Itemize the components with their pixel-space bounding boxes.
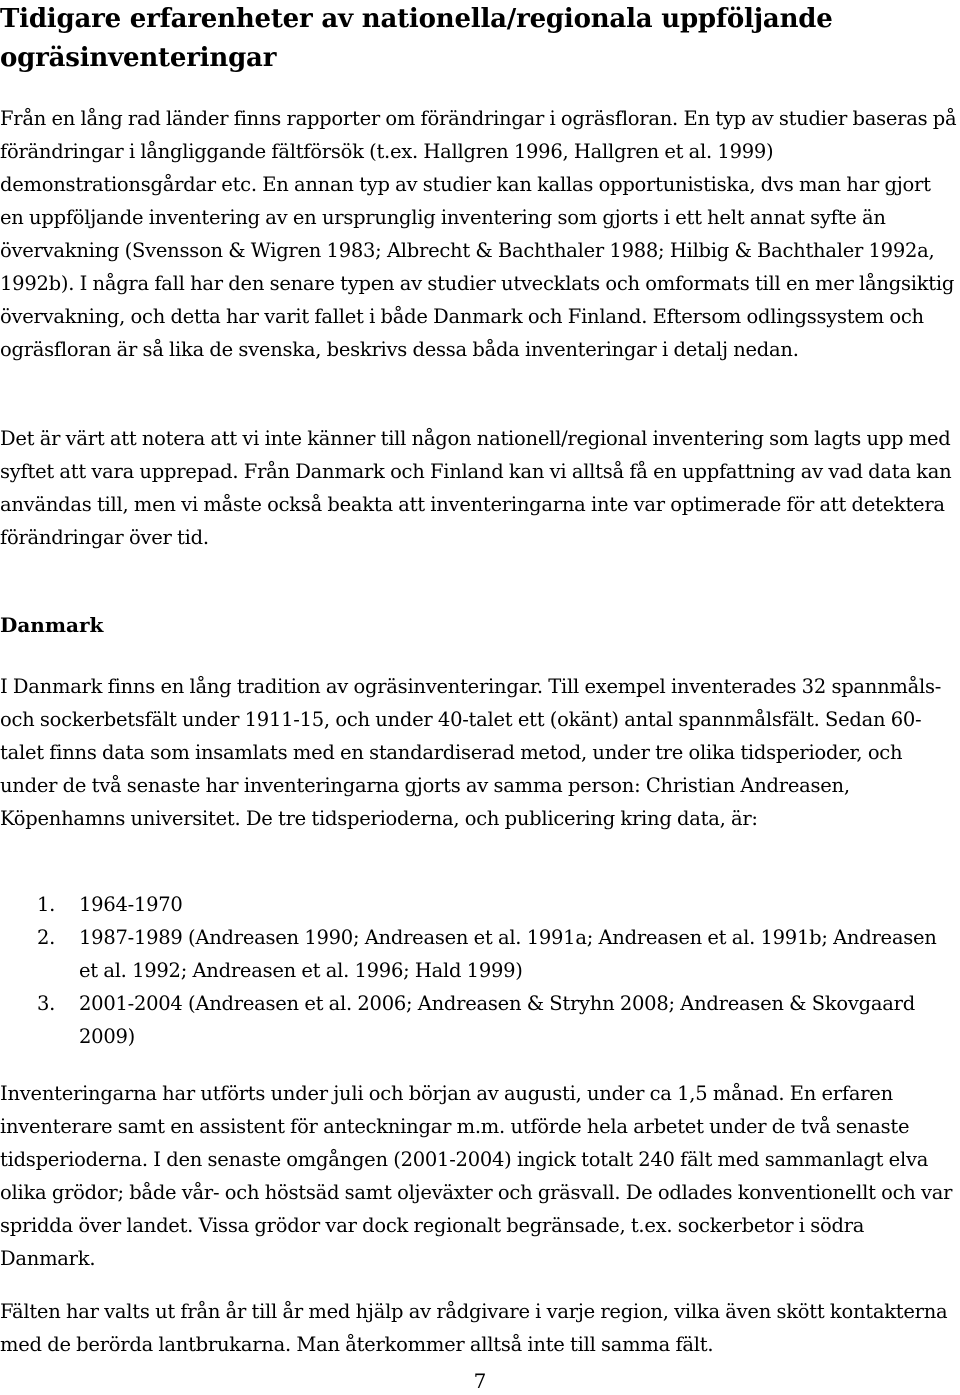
- intro-paragraph-1: Från en lång rad länder finns rapporter om förändringar i ogräsfloran. En typ av studier baseras på förändringar i långliggande fältförsök (t.ex. Hallgren 1996, Hallgren et al. 1999) demonstrationsgårdar etc. En annan typ av studier kan kallas opportunistiska, dvs man har gjort en uppföljande inventering av en ursprunglig inventering som gjorts i ett helt annat syfte än övervakning (Svensson & Wigren 1983; Albrecht & Bachthaler 1988; Hilbig & Bachthaler 1992a, 1992b). I några fall har den senare typen av studier utvecklats och omformats till en mer långsiktig övervakning, och detta har varit fallet i både Danmark och Finland. Eftersom odlingssystem och ogräsfloran är så lika de svenska, beskrivs dessa båda inventeringar i detalj nedan.: [0, 107, 957, 361]
- time-period-list: [0, 888, 958, 1053]
- section-paragraph-1: Inventeringarna har utförts under juli och början av augusti, under ca 1,5 månad. En erfaren inventerare samt en assistent för anteckningar m.m. utförde hela arbetet under de två senaste tidsperioderna. I den senaste omgången (2001-2004) ingick totalt 240 fält med sammanlagt elva olika grödor; både vår- och höstsäd samt oljeväxter och gräsvall. De odlades konventionellt och var spridda över landet. Vissa grödor var dock regionalt begränsade, t.ex. sockerbetor i södra Danmark.: [0, 1082, 953, 1270]
- page-number: 7: [473, 1369, 487, 1393]
- list-item-number: 1.: [37, 893, 56, 916]
- section-heading-danmark: Danmark: [0, 613, 104, 637]
- list-item-number: 2.: [37, 926, 56, 949]
- section-intro-paragraph: I Danmark finns en lång tradition av ogräsinventeringar. Till exempel inventerades 32 spannmåls- och sockerbetsfält under 1911-15, och under 40-talet ett (okänt) antal spannmålsfält. Sedan 60-talet finns data som insamlats med en standardiserad metod, under tre olika tidsperioder, och under de två senaste har inventeringarna gjorts av samma person: Christian Andreasen, Köpenhamns universitet. De tre tidsperioderna, och publicering kring data, är:: [0, 675, 942, 830]
- list-item-text: 2001-2004 (Andreasen et al. 2006; Andreasen & Stryhn 2008; Andreasen & Skovgaard 2009): [79, 992, 915, 1048]
- list-item-number: 3.: [37, 992, 56, 1015]
- section-paragraph-2: Fälten har valts ut från år till år med hjälp av rådgivare i varje region, vilka även skött kontakterna med de berörda lantbrukarna. Man återkommer alltså inte till samma fält.: [0, 1300, 948, 1356]
- list-item: [0, 987, 958, 1053]
- list-item-text: 1964-1970: [79, 893, 183, 916]
- intro-paragraph-2: Det är värt att notera att vi inte känner till någon nationell/regional inventering som lagts upp med syftet att vara upprepad. Från Danmark och Finland kan vi alltså få en uppfattning av vad data kan användas till, men vi måste också beakta att inventeringarna inte var optimerade för att detektera förändringar över tid.: [0, 427, 952, 549]
- list-item: [0, 888, 958, 921]
- list-item: [0, 921, 958, 987]
- page-heading: Tidigare erfarenheter av nationella/regionala uppföljande ogräsinventeringar: [0, 4, 833, 73]
- list-item-text: 1987-1989 (Andreasen 1990; Andreasen et al. 1991a; Andreasen et al. 1991b; Andreasen et al. 1992; Andreasen et al. 1996; Hald 1999): [79, 926, 937, 982]
